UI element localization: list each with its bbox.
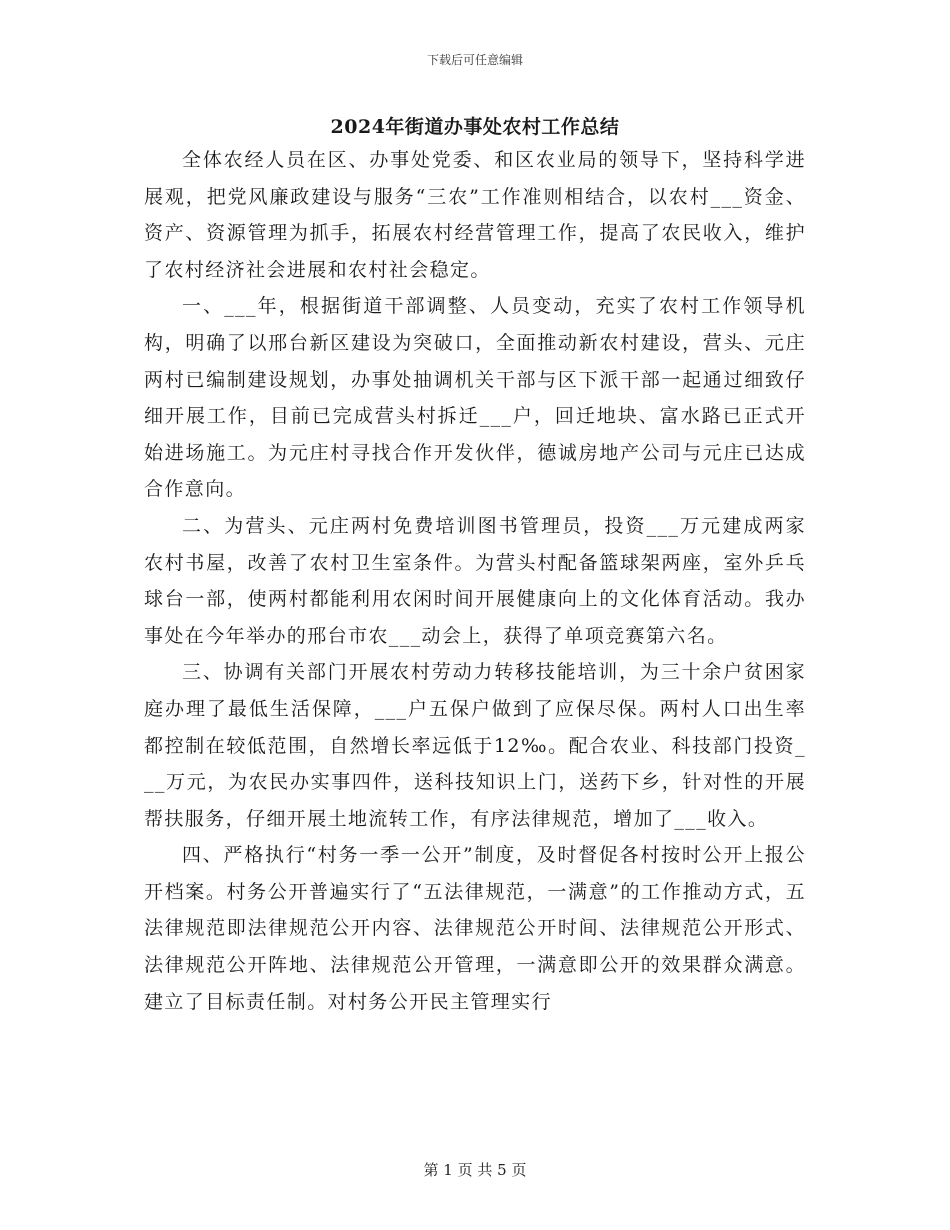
document-title: 2024年街道办事处农村工作总结 (330, 116, 620, 138)
page-header-note: 下载后可任意编辑 (426, 53, 523, 67)
page-number-indicator: 第 1 页 共 5 页 (423, 1161, 527, 1179)
paragraph-section-3: 三、协调有关部门开展农村劳动力转移技能培训，为三十余户贫困家庭办理了最低生活保障，___户五保户做到了应保尽保。两村人口出生率都控制在较低范围，自然增长率远低于12‰。配合农业、科技部门投资___万元，为农民办实事四件，送科技知识上门，送药下乡，针对性的开展帮扶服务，仔细开展土地流转工作，有序法律规范，增加了___收入。 (144, 661, 806, 830)
paragraph-section-2: 二、为营头、元庄两村免费培训图书管理员，投资___万元建成两家农村书屋，改善了农村卫生室条件。为营头村配备篮球架两座，室外乒乓球台一部，使两村都能利用农闲时间开展健康向上的文化体育活动。我办事处在今年举办的邢台市农___动会上，获得了单项竞赛第六名。 (144, 514, 806, 647)
paragraph-intro: 全体农经人员在区、办事处党委、和区农业局的领导下，坚持科学进展观，把党风廉政建设与服务“三农”工作准则相结合，以农村___资金、资产、资源管理为抓手，拓展农村经营管理工作，提高了农民收入，维护了农村经济社会进展和农村社会稳定。 (144, 149, 806, 281)
document-body (144, 142, 806, 1020)
paragraph-section-4: 四、严格执行“村务一季一公开”制度，及时督促各村按时公开上报公开档案。村务公开普遍实行了“五法律规范，一满意”的工作推动方式，五法律规范即法律规范公开内容、法律规范公开时间、法律规范公开形式、法律规范公开阵地、法律规范公开管理，一满意即公开的效果群众满意。建立了目标责任制。对村务公开民主管理实行 (144, 844, 806, 1013)
paragraph-section-1: 一、___年，根据街道干部调整、人员变动，充实了农村工作领导机构，明确了以邢台新区建设为突破口，全面推动新农村建设，营头、元庄两村已编制建设规划，办事处抽调机关干部与区下派干部一起通过细致仔细开展工作，目前已完成营头村拆迁___户，回迁地块、富水路已正式开始进场施工。为元庄村寻找合作开发伙伴，德诚房地产公司与元庄已达成合作意向。 (144, 295, 806, 501)
